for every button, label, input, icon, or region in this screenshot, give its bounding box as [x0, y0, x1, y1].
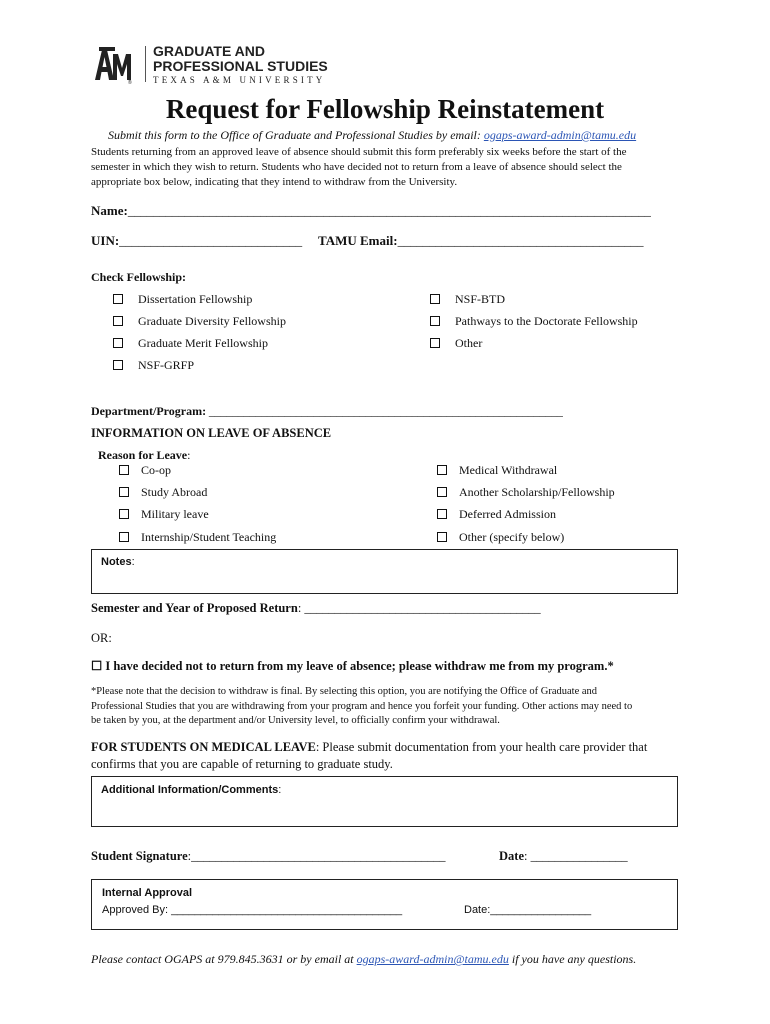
intro-line: Students returning from an approved leave of absence should submit this form preferably six weeks before the start of the [91, 146, 627, 158]
reason-colon: : [187, 448, 191, 462]
option-label: Deferred Admission [459, 507, 556, 521]
return-line[interactable]: _______________________________________ [304, 601, 541, 615]
signature-line[interactable]: __________________________________________ [191, 849, 446, 863]
checkbox-icon[interactable] [437, 465, 447, 475]
signature-label: Student Signature [91, 849, 188, 863]
student-signature-field[interactable] [91, 849, 445, 864]
intro-line: semester in which they wish to return. Students who have decided not to return from a leave of absence should select the [91, 161, 622, 173]
name-line[interactable]: ___________________________________________________________________________________ [127, 203, 651, 218]
checkbox-icon[interactable] [430, 294, 440, 304]
leave-option[interactable] [119, 507, 209, 521]
option-label: Co-op [141, 463, 171, 477]
tamu-logo [93, 44, 343, 86]
option-label: Dissertation Fellowship [138, 292, 253, 306]
checkbox-icon[interactable] [113, 294, 123, 304]
checkbox-icon[interactable] [113, 338, 123, 348]
approved-by-field[interactable] [102, 904, 402, 916]
name-field[interactable] [91, 203, 651, 219]
option-label: Graduate Diversity Fellowship [138, 314, 286, 328]
uin-label: UIN: [91, 233, 120, 248]
withdraw-text: I have decided not to return from my leave of absence; please withdraw me from my program.* [105, 659, 614, 673]
comments-colon: : [278, 784, 282, 796]
footer-text: if you have any questions. [508, 952, 637, 966]
leave-option[interactable] [119, 463, 171, 477]
option-label: Pathways to the Doctorate Fellowship [455, 314, 638, 328]
return-colon: : [297, 601, 305, 615]
option-label: Other [455, 336, 483, 350]
fellowship-option[interactable] [113, 336, 268, 350]
tamu-email-line[interactable]: _______________________________________ [397, 233, 644, 248]
checkbox-icon[interactable] [119, 465, 129, 475]
footer-text: Please contact OGAPS at 979.845.3631 or by email at [91, 952, 357, 966]
checkbox-icon[interactable] [119, 532, 129, 542]
footer-contact [91, 952, 636, 967]
reason-for-leave [98, 448, 190, 463]
comments-box[interactable] [91, 776, 678, 827]
option-label: Graduate Merit Fellowship [138, 336, 268, 350]
logo-line-2: PROFESSIONAL STUDIES [153, 58, 328, 74]
tamu-email-field[interactable] [318, 233, 643, 249]
option-label: Medical Withdrawal [459, 463, 558, 477]
internal-approval-box [91, 879, 678, 930]
leave-option[interactable] [437, 485, 615, 499]
checkbox-icon[interactable] [430, 316, 440, 326]
leave-option[interactable] [437, 507, 556, 521]
withdraw-note-line: be taken by you, at the department and/or University level, to officially confirm your withdrawal. [91, 715, 500, 726]
fellowship-heading: Check Fellowship: [91, 270, 187, 284]
approval-date-label: Date: [464, 904, 491, 916]
checkbox-icon[interactable] [437, 532, 447, 542]
page-title: Request for Fellowship Reinstatement [165, 94, 605, 124]
option-label: NSF-GRFP [138, 358, 195, 372]
leave-option[interactable] [119, 485, 207, 499]
intro-line: appropriate box below, indicating that they intend to withdraw from the University. [91, 176, 458, 188]
date-label: Date [499, 849, 524, 863]
checkbox-icon[interactable] [119, 509, 129, 519]
withdraw-checkbox[interactable]: ☐ [91, 659, 103, 673]
logo-divider [145, 46, 146, 82]
notes-label [101, 556, 135, 568]
svg-text:®: ® [128, 80, 132, 84]
checkbox-icon[interactable] [430, 338, 440, 348]
medical-leave-note [91, 739, 647, 773]
submit-instructions [108, 128, 636, 143]
fellowship-option[interactable] [430, 336, 482, 350]
option-label: Study Abroad [141, 485, 208, 499]
date-line[interactable]: ________________ [530, 849, 628, 863]
department-label: Department/Program: [91, 404, 207, 418]
approved-by-label: Approved By: [102, 904, 172, 916]
leave-option[interactable] [437, 530, 564, 544]
option-label: Another Scholarship/Fellowship [459, 485, 615, 499]
or-label: OR: [91, 631, 112, 645]
checkbox-icon[interactable] [113, 316, 123, 326]
notes-box[interactable] [91, 549, 678, 594]
medical-text: confirms that you are capable of returning to graduate study. [91, 757, 393, 771]
leave-option[interactable] [437, 463, 557, 477]
medical-text: : Please submit documentation from your health care provider that [315, 740, 648, 754]
fellowship-option[interactable] [113, 314, 286, 328]
option-label: Other (specify below) [459, 530, 565, 544]
leave-heading: INFORMATION ON LEAVE OF ABSENCE [91, 426, 332, 440]
fellowship-option[interactable] [113, 292, 252, 306]
return-label: Semester and Year of Proposed Return [91, 601, 298, 615]
checkbox-icon[interactable] [113, 360, 123, 370]
withdraw-note-line: *Please note that the decision to withdraw is final. By selecting this option, you are notifying the Office of Graduate and [91, 686, 598, 697]
uin-field[interactable] [91, 233, 302, 249]
notes-colon: : [131, 556, 135, 568]
signature-colon: : [187, 849, 192, 863]
fellowship-option[interactable] [113, 358, 194, 372]
medical-heading: FOR STUDENTS ON MEDICAL LEAVE [91, 740, 316, 754]
option-label: Internship/Student Teaching [141, 530, 277, 544]
uin-line[interactable]: _____________________________ [119, 233, 302, 248]
checkbox-icon[interactable] [119, 487, 129, 497]
fellowship-option[interactable] [430, 292, 505, 306]
approval-date-line[interactable]: _________________ [490, 904, 591, 916]
footer-email-link[interactable]: ogaps-award-admin@tamu.edu [356, 952, 509, 966]
department-line[interactable]: _____________________________________________________________ [206, 404, 563, 418]
logo-line-1: GRADUATE AND [153, 43, 265, 59]
atm-logo-icon [93, 44, 133, 84]
withdraw-note-line: Professional Studies that you are withdrawing from your program and hence you forfeit your funding. Other actions may need to [91, 700, 633, 712]
option-label: Military leave [141, 507, 209, 521]
department-field[interactable] [91, 404, 563, 419]
comments-label-text: Additional Information/Comments [101, 784, 279, 796]
fellowship-option[interactable] [430, 314, 638, 328]
return-field[interactable] [91, 601, 540, 616]
withdraw-note [91, 685, 632, 729]
comments-label [101, 784, 281, 796]
reason-label: Reason for Leave [98, 448, 188, 462]
approval-date-field[interactable] [464, 904, 591, 916]
tamu-email-label: TAMU Email: [318, 233, 398, 248]
intro-paragraph [91, 145, 626, 190]
checkbox-icon[interactable] [437, 509, 447, 519]
approved-by-line[interactable]: _______________________________________ [171, 904, 402, 916]
name-label: Name: [91, 203, 128, 218]
notes-label-text: Notes [101, 556, 132, 568]
signature-date-field[interactable] [499, 849, 627, 864]
ogaps-email-link[interactable]: ogaps-award-admin@tamu.edu [483, 128, 637, 142]
leave-option[interactable] [119, 530, 276, 544]
logo-line-3: TEXAS A&M UNIVERSITY [153, 75, 326, 85]
internal-approval-title: Internal Approval [102, 887, 193, 899]
submit-instructions-text: Submit this form to the Office of Graduate and Professional Studies by email: [108, 128, 484, 142]
withdraw-option[interactable] [91, 658, 614, 674]
option-label: NSF-BTD [455, 292, 506, 306]
date-colon: : [524, 849, 531, 863]
checkbox-icon[interactable] [437, 487, 447, 497]
